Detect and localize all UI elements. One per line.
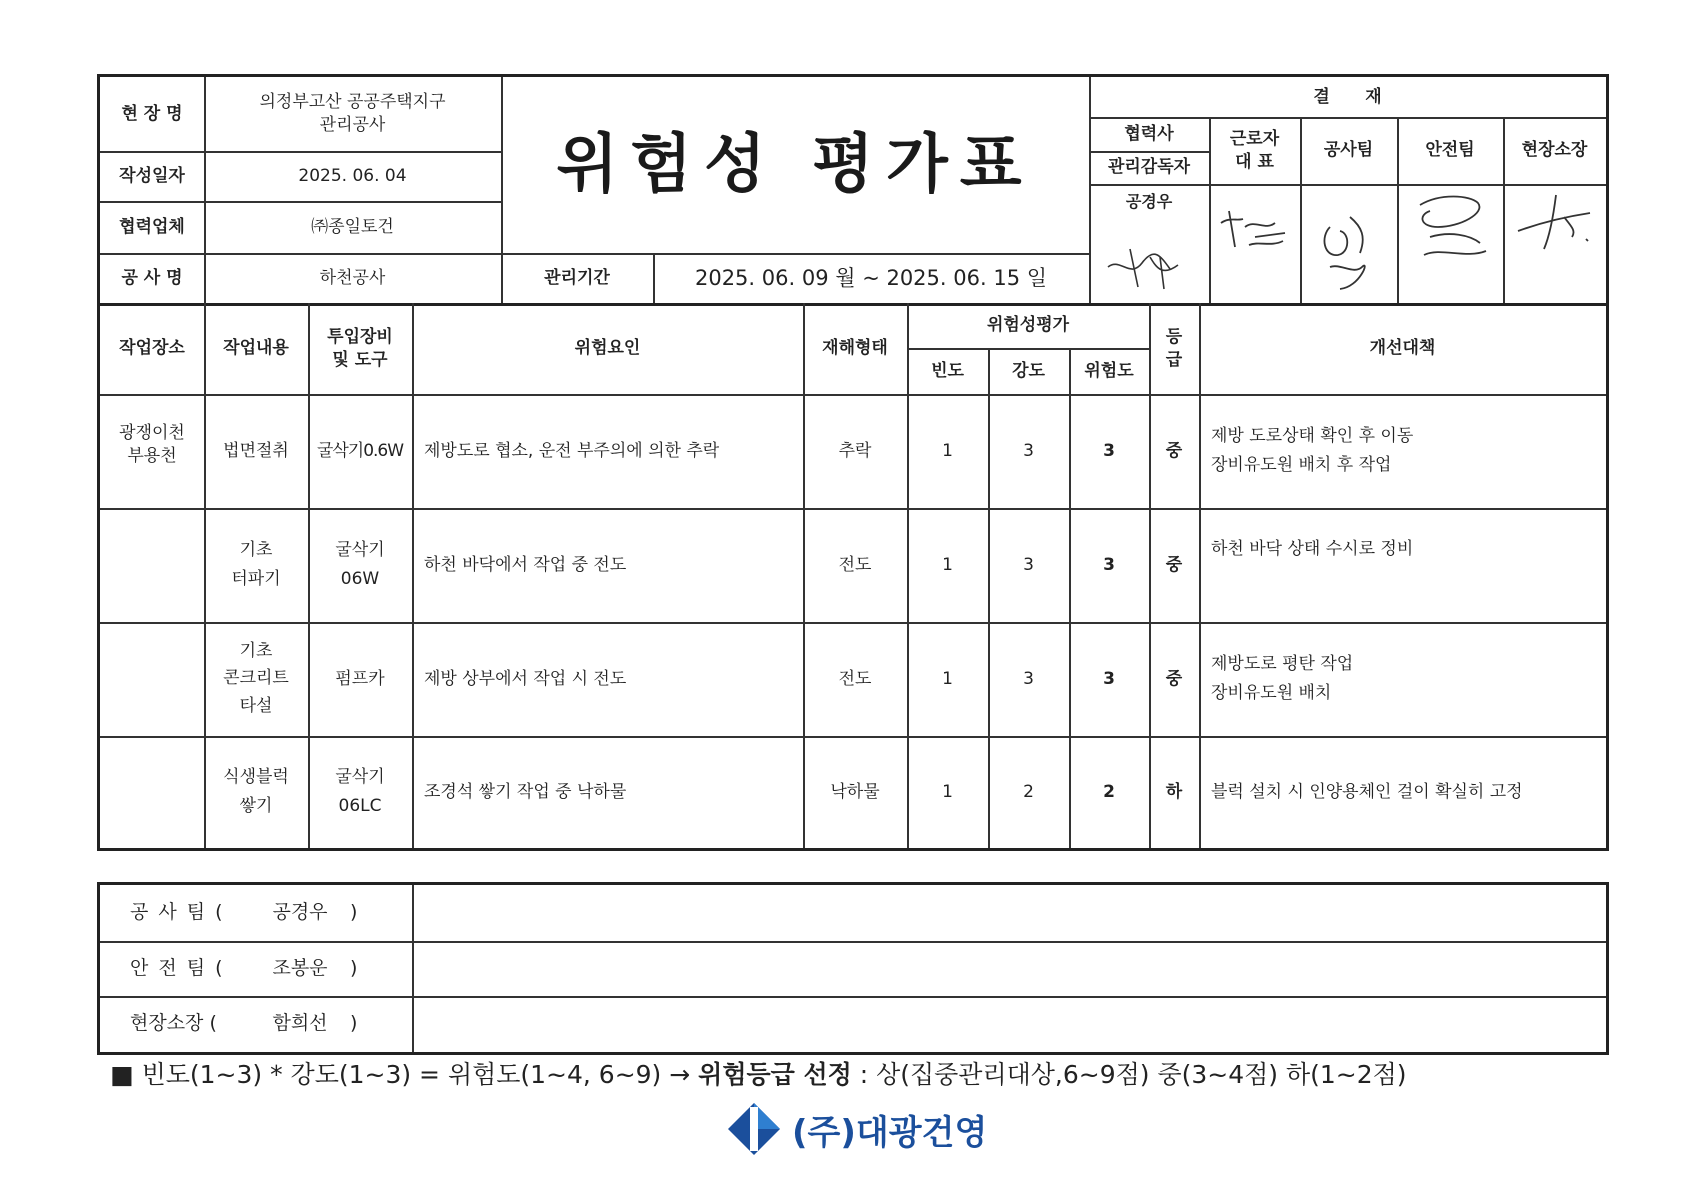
- row-severity: 3: [1023, 554, 1034, 575]
- partner-value: ㈜종일토건: [311, 216, 394, 237]
- row-work: 기초 터파기: [231, 540, 281, 589]
- note-bullet: ■: [110, 1060, 134, 1089]
- row-freq: 1: [942, 554, 953, 575]
- signoff-row: [100, 885, 412, 941]
- approval-site-manager: 현장소장: [1521, 140, 1588, 161]
- col-header-freq: 빈도: [931, 360, 964, 381]
- row-equipment: 펌프카: [335, 668, 385, 689]
- site-manager-signature: [1510, 187, 1600, 267]
- header-block: [97, 74, 1609, 306]
- signoff-label: 현장소장 (: [130, 1012, 217, 1035]
- col-header-risk: 위험도: [1084, 360, 1134, 381]
- signoff-close: ): [350, 1012, 358, 1035]
- approval-worker-rep: 근로자 대 표: [1229, 128, 1280, 172]
- row-location: 광쟁이천 부용천: [119, 423, 185, 466]
- row-accident: 낙하물: [830, 781, 880, 802]
- row-accident: 전도: [838, 554, 872, 575]
- signoff-block: [97, 882, 1609, 1055]
- date-label: 작성일자: [119, 165, 185, 186]
- note-bold: 위험등급 선정: [698, 1060, 852, 1089]
- note-formula: 빈도(1~3) * 강도(1~3) = 위험도(1~4, 6~9) →: [141, 1060, 691, 1089]
- approval-safety-team: 안전팀: [1425, 140, 1475, 161]
- note-rest: : 상(집중관리대상,6~9점) 중(3~4점) 하(1~2점): [859, 1060, 1407, 1089]
- company-logo-text: (주)대광건영: [792, 1112, 988, 1153]
- approval-partner-top: 협력사: [1124, 123, 1174, 144]
- partner-label: 협력업체: [119, 216, 185, 237]
- approval-partner-sub: 관리감독자: [1107, 157, 1191, 178]
- signoff-close: ): [350, 956, 358, 979]
- row-work: 법면절취: [223, 440, 289, 461]
- company-logo-icon: [726, 1101, 782, 1157]
- page-title: 위험성 평가표: [556, 127, 1034, 202]
- row-measures: 제방 도로상태 확인 후 이동 장비유도원 배치 후 작업: [1211, 426, 1414, 475]
- row-measures: 하천 바닥 상태 수시로 정비: [1211, 539, 1414, 559]
- approval-construction-team: 공사팀: [1323, 140, 1374, 161]
- row-freq: 1: [942, 781, 953, 802]
- row-equipment: 굴삭기 06W: [335, 540, 385, 589]
- row-risk: 2: [1103, 781, 1115, 802]
- col-header-equipment: 투입장비 및 도구: [327, 326, 393, 370]
- safety-team-signature: [1400, 185, 1500, 275]
- signoff-name: 공경우: [272, 901, 328, 924]
- approval-partner-name: 공경우: [1125, 192, 1173, 212]
- row-grade: 하: [1165, 781, 1183, 802]
- row-accident: 전도: [838, 668, 872, 689]
- row-hazard: 하천 바닥에서 작업 중 전도: [424, 554, 627, 575]
- site-value: 의정부고산 공공주택지구 관리공사: [259, 92, 446, 135]
- row-measures: 제방도로 평탄 작업 장비유도원 배치: [1211, 654, 1354, 703]
- approval-title: 결 재: [1313, 86, 1382, 107]
- row-risk: 3: [1103, 554, 1115, 575]
- construction-team-signature: [1310, 197, 1390, 297]
- row-freq: 1: [942, 668, 953, 689]
- col-header-accident: 재해형태: [822, 338, 888, 359]
- row-severity: 3: [1023, 668, 1034, 689]
- project-value: 하천공사: [319, 267, 386, 288]
- date-value: 2025. 06. 04: [298, 165, 407, 186]
- col-header-hazard: 위험요인: [574, 338, 641, 359]
- row-hazard: 제방도로 협소, 운전 부주의에 의한 추락: [424, 440, 720, 461]
- row-equipment: 굴삭기 06LC: [335, 767, 385, 816]
- worker-rep-signature: [1215, 197, 1295, 257]
- site-label: 현 장 명: [121, 103, 183, 124]
- row-accident: 추락: [838, 440, 872, 461]
- partner-signature: [1100, 227, 1200, 297]
- risk-table: [97, 303, 1609, 851]
- signoff-name: 함희선: [272, 1012, 328, 1035]
- signoff-row: [100, 996, 412, 1052]
- col-header-grade: 등 급: [1165, 326, 1183, 370]
- row-risk: 3: [1103, 440, 1115, 461]
- row-severity: 3: [1023, 440, 1034, 461]
- row-hazard: 제방 상부에서 작업 시 전도: [424, 668, 627, 689]
- signoff-label: 안 전 팀 (: [130, 956, 225, 979]
- row-measures: 블럭 설치 시 인양용체인 걸이 확실히 고정: [1211, 781, 1523, 802]
- col-header-measures: 개선대책: [1369, 338, 1436, 359]
- signoff-close: ): [350, 901, 358, 924]
- row-equipment: 굴삭기0.6W: [316, 440, 404, 461]
- row-grade: 중: [1165, 668, 1183, 689]
- row-severity: 2: [1023, 781, 1034, 802]
- col-header-severity: 강도: [1012, 360, 1045, 381]
- col-header-location: 작업장소: [119, 338, 185, 359]
- row-grade: 중: [1165, 554, 1183, 575]
- period-label: 관리기간: [544, 267, 610, 288]
- row-work: 기초 콘크리트 타설: [223, 641, 289, 716]
- row-hazard: 조경석 쌓기 작업 중 낙하물: [424, 781, 627, 802]
- col-header-work: 작업내용: [223, 338, 289, 359]
- signoff-label: 공 사 팀 (: [130, 901, 225, 924]
- col-header-risk-eval: 위험성평가: [986, 315, 1070, 336]
- row-grade: 중: [1165, 440, 1183, 461]
- row-work: 식생블럭 쌓기: [223, 767, 289, 816]
- signoff-row: [100, 941, 412, 996]
- company-logo: [726, 1100, 987, 1158]
- row-freq: 1: [942, 440, 953, 461]
- project-label: 공 사 명: [121, 267, 183, 288]
- signoff-name: 조봉운: [272, 956, 328, 979]
- period-value: 2025. 06. 09 월 ~ 2025. 06. 15 일: [694, 265, 1048, 290]
- row-risk: 3: [1103, 668, 1115, 689]
- risk-grade-note: [110, 1055, 1407, 1091]
